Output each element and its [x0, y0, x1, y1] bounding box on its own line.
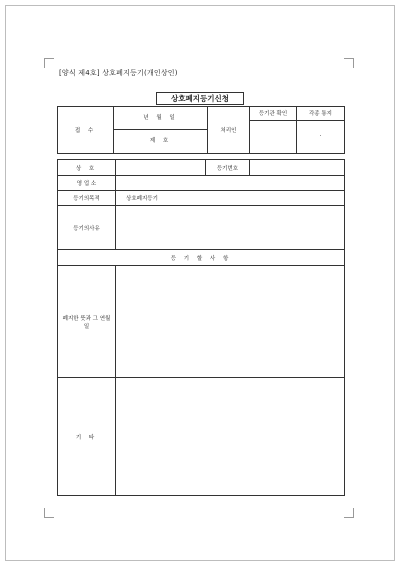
crop-mark-bottom-left [44, 508, 54, 518]
reg-number-field[interactable] [250, 160, 345, 176]
notice-label: 각종 통지 [297, 107, 344, 121]
form-title [156, 92, 244, 105]
processor-label: 처리인 [208, 107, 250, 154]
receipt-number-line: 제 호 [149, 138, 172, 144]
closure-reason-label: 폐지한 뜻과 그 연월일 [58, 266, 116, 378]
form-identifier: [양식 제4호] 상호폐지등기(개인상인) [59, 69, 178, 77]
business-office-label: 영 업 소 [58, 176, 116, 191]
receipt-date-cell[interactable] [114, 107, 208, 154]
application-table [57, 159, 345, 496]
section-header: 등 기 할 사 항 [58, 250, 345, 266]
other-field[interactable] [116, 378, 345, 496]
crop-mark-bottom-right [344, 508, 354, 518]
receipt-date-line: 년 월 일 [114, 107, 207, 130]
matters-label: 등기의사유 [58, 206, 116, 250]
notice-cell[interactable] [297, 107, 345, 154]
receipt-label: 접 수 [58, 107, 114, 154]
registrar-check-cell[interactable] [250, 107, 297, 154]
trade-name-field[interactable] [116, 160, 206, 176]
other-label: 기 타 [58, 378, 116, 496]
trade-name-label: 상 호 [58, 160, 116, 176]
closure-reason-field[interactable] [116, 266, 345, 378]
receipt-table [57, 106, 345, 154]
form-title-text: 상호폐지등기신청 [171, 94, 229, 103]
cause-label: 등기의목적 [58, 191, 116, 206]
notice-dot: · [319, 133, 322, 140]
reg-number-label: 등기번호 [206, 160, 250, 176]
business-office-field[interactable] [116, 176, 345, 191]
crop-mark-top-left [44, 58, 54, 68]
crop-mark-top-right [344, 58, 354, 68]
matters-field[interactable] [116, 206, 345, 250]
cause-field[interactable]: 상호폐지등기 [116, 191, 345, 206]
registrar-check-label: 등기관 확인 [250, 107, 296, 121]
